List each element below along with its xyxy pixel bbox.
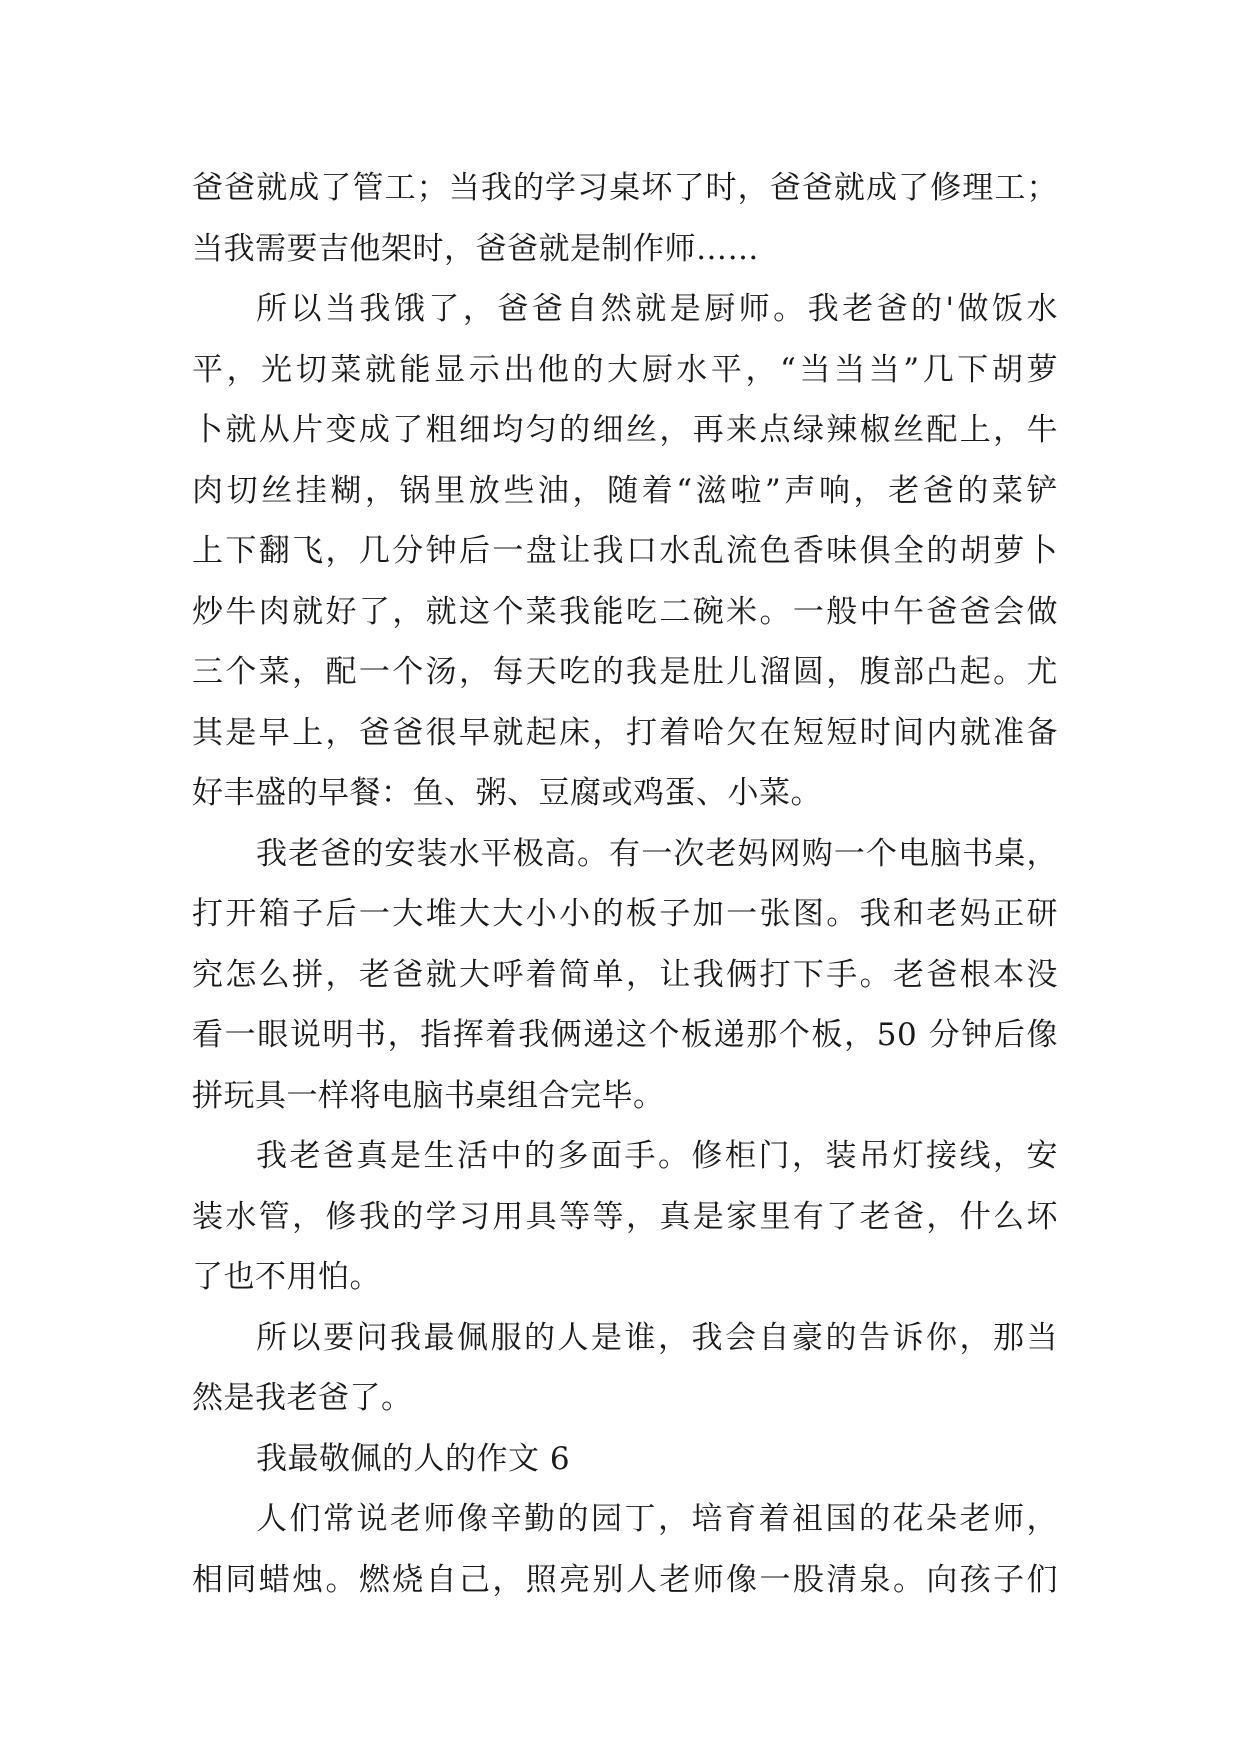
paragraph-start-line: 所以要问我最佩服的人是谁，我会自豪的告诉你，那当: [256, 1319, 1058, 1356]
text-line: 肉切丝挂糊，锅里放些油，随着“滋啦”声响，老爸的菜铲: [192, 472, 1058, 509]
paragraph-start-line: 所以当我饿了，爸爸自然就是厨师。我老爸的'做饭水: [256, 291, 1058, 327]
text-line: 三个菜，配一个汤，每天吃的我是肚儿溜圆，腹部凸起。尤: [192, 654, 1058, 690]
text-line: 然是我老爸了。: [192, 1380, 413, 1416]
text-line: 拼玩具一样将电脑书桌组合完毕。: [192, 1077, 665, 1114]
text-line: 好丰盛的早餐：鱼、粥、豆腐或鸡蛋、小菜。: [192, 775, 822, 811]
text-line: 了也不用怕。: [192, 1259, 381, 1295]
text-line: 平，光切菜就能显示出他的大厨水平，“当当当”几下胡萝: [192, 351, 1058, 388]
text-line: 当我需要吉他架时，爸爸就是制作师……: [192, 230, 759, 267]
text-line: 上下翻飞，几分钟后一盘让我口水乱流色香味俱全的胡萝卜: [192, 533, 1058, 569]
text-line: 其是早上，爸爸很早就起床，打着哈欠在短短时间内就准备: [192, 714, 1058, 751]
text-line: 爸爸就成了管工；当我的学习桌坏了时，爸爸就成了修理工；: [192, 170, 1058, 206]
text-line: 打开箱子后一大堆大大小小的板子加一张图。我和老妈正研: [192, 896, 1058, 932]
text-line: 装水管，修我的学习用具等等，真是家里有了老爸，什么坏: [192, 1198, 1058, 1235]
text-line: 卜就从片变成了粗细均匀的细丝，再来点绿辣椒丝配上，牛: [192, 412, 1058, 448]
text-line: 炒牛肉就好了，就这个菜我能吃二碗米。一般中午爸爸会做: [192, 593, 1058, 630]
paragraph-start-line: 我老爸的安装水平极高。有一次老妈网购一个电脑书桌，: [256, 835, 1058, 872]
text-line: 相同蜡烛。燃烧自己，照亮别人老师像一股清泉。向孩子们: [192, 1561, 1058, 1598]
text-line: 看一眼说明书，指挥着我俩递这个板递那个板，50 分钟后像: [192, 1017, 1058, 1053]
paragraph-start-line: 我老爸真是生活中的多面手。修柜门，装吊灯接线，安: [256, 1138, 1058, 1174]
section-heading: 我最敬佩的人的作文 6: [256, 1440, 571, 1477]
paragraph-start-line: 人们常说老师像辛勤的园丁，培育着祖国的花朵老师，: [256, 1501, 1058, 1537]
document-page: [192, 158, 1058, 1610]
text-line: 究怎么拼，老爸就大呼着简单，让我俩打下手。老爸根本没: [192, 956, 1058, 993]
